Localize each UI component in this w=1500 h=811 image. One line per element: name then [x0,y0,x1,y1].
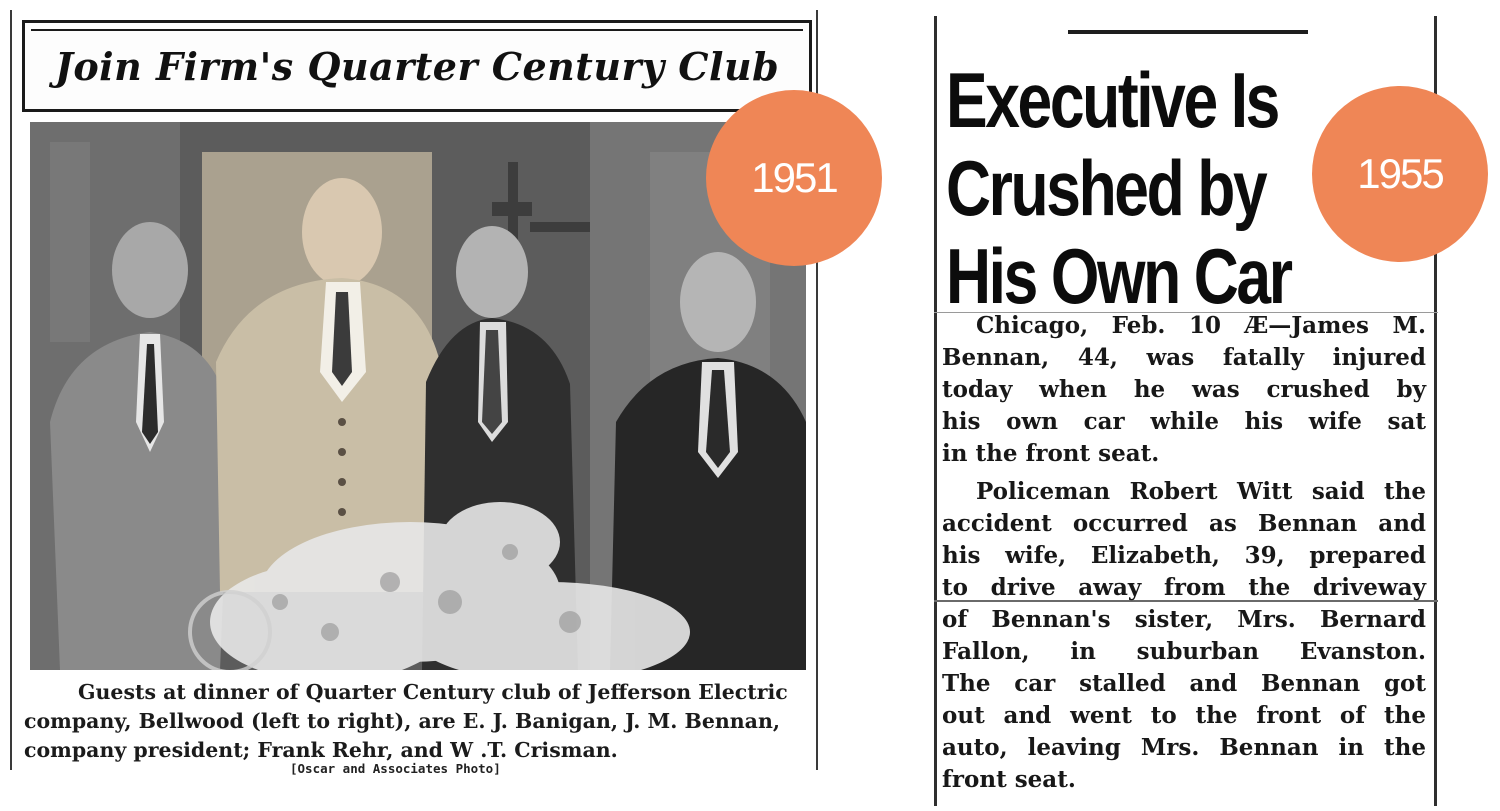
headline-line: Crushed by [946,144,1266,232]
body-line: to drive away from the driveway [942,574,1426,601]
clipping-headline: Join Firm's Quarter Century Club [54,43,780,89]
story-body [942,310,1426,796]
photo-credit: [Oscar and Associates Photo] [290,761,501,776]
body-line: of Bennan's sister, Mrs. Bernard [942,606,1426,633]
body-line: auto, leaving Mrs. Bennan in the [942,734,1426,761]
column-rule-left [10,10,12,770]
year-badge-1951: 1951 [706,90,882,266]
story-headline [946,56,1291,320]
body-line: Chicago, Feb. 10 Æ—James M. [976,312,1426,339]
body-line: Bennan, 44, was fatally injured [942,344,1426,371]
caption-line: company president; Frank Rehr, and W .T. Crisman. [24,738,618,762]
group-photo [30,122,806,670]
column-rule-left [934,16,937,806]
headline-line: His Own Car [946,232,1291,320]
body-line: front seat. [942,766,1076,793]
body-line: accident occurred as Bennan and [942,510,1426,537]
body-line: his wife, Elizabeth, 39, prepared [942,542,1426,569]
body-line: Fallon, in suburban Evanston. [942,638,1426,665]
headline-line: Executive Is [946,56,1278,144]
year-badge-1955: 1955 [1312,86,1488,262]
body-line: today when he was crushed by [942,376,1426,403]
photo-caption [24,678,820,765]
body-line: in the front seat. [942,440,1160,467]
headline-box [22,20,812,112]
body-line: The car stalled and Bennan got [942,670,1426,697]
body-line: Policeman Robert Witt said the [976,478,1426,505]
top-rule [1068,30,1308,34]
clipping-1951 [10,10,820,780]
caption-line: Guests at dinner of Quarter Century club of Jefferson Electric [78,680,788,704]
body-line: out and went to the front of the [942,702,1426,729]
body-line: his own car while his wife sat [942,408,1426,435]
caption-line: company, Bellwood (left to right), are E. J. Banigan, J. M. Bennan, [24,709,780,733]
